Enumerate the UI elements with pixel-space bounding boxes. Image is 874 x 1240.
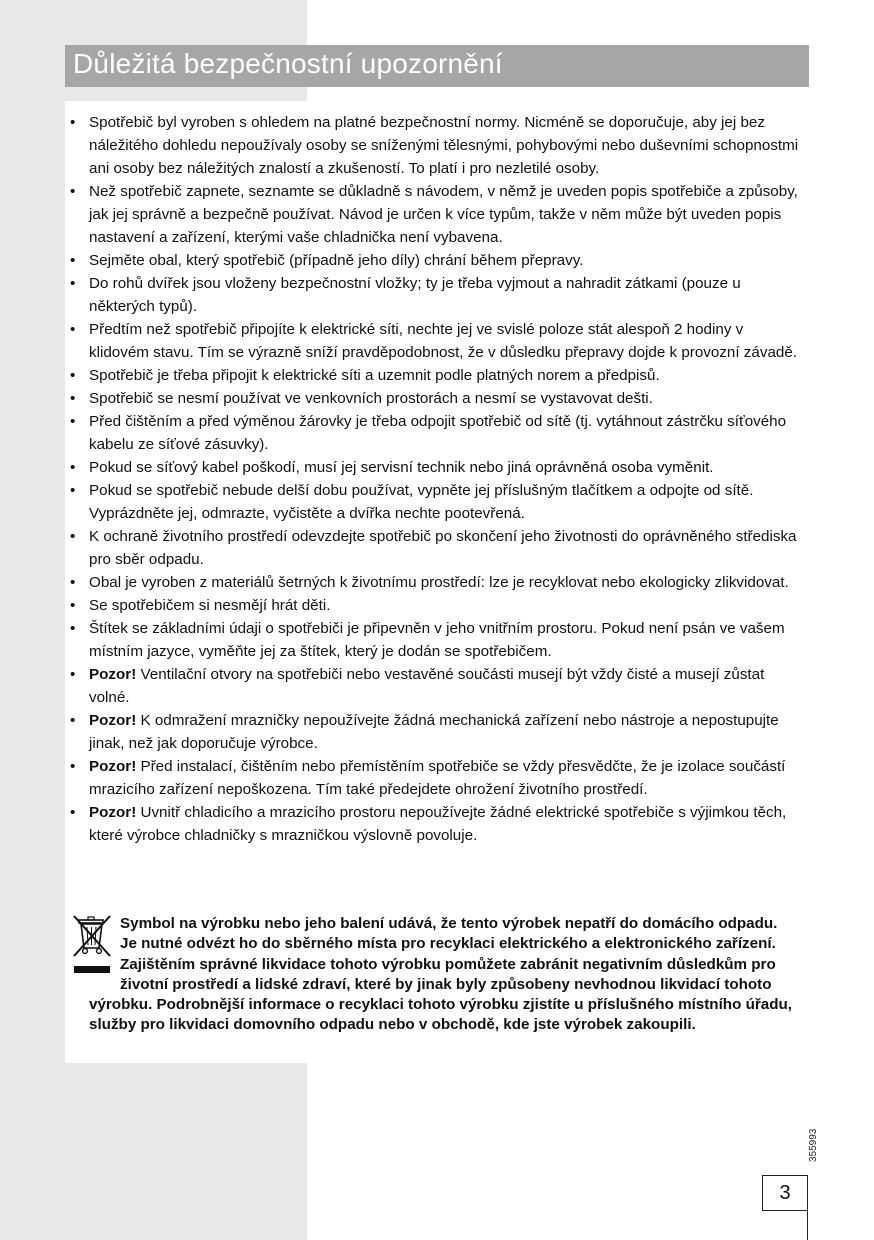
list-item: • Pozor! Před instalací, čištěním nebo přemístěním spotřebiče se vždy přesvědčte, že je izolace součástí mrazicího zařízení nepoškozena. Tím také předejdete ohrožení životního prostředí. — [70, 758, 786, 798]
list-item: • Spotřebič byl vyroben s ohledem na platné bezpečnostní normy. Nicméně se doporučuje, aby jej bez náležitého dohledu nepoužívaly osoby se sníženými tělesnými, pohybovými nebo duševními schopnostmi ani osoby bez náležitých znalostí a zkušeností. To platí i pro nezletilé osoby. — [70, 114, 799, 177]
list-item: • Se spotřebičem si nesmějí hrát děti. — [70, 597, 331, 614]
list-item: • Pozor! Uvnitř chladicího a mrazicího prostoru nepoužívejte žádné elektrické spotřebiče s výjimkou těch, které výrobce chladničky s mrazničkou výslovně povoluje. — [70, 804, 787, 844]
list-item: • Pozor! Ventilační otvory na spotřebiči nebo vestavěné součásti musejí být vždy čisté a musejí zůstat volné. — [70, 666, 765, 706]
list-item: • Obal je vyroben z materiálů šetrných k životnímu prostředí: lze je recyklovat nebo ekologicky zlikvidovat. — [70, 574, 789, 591]
list-item: • Před čištěním a před výměnou žárovky je třeba odpojit spotřebič od sítě (tj. vytáhnout zástrčku síťového kabelu ze síťové zásuvky). — [70, 413, 787, 453]
safety-list — [65, 101, 809, 847]
page-title: Důležitá bezpečnostní upozornění — [73, 48, 503, 79]
list-item: • Do rohů dvířek jsou vloženy bezpečnostní vložky; ty je třeba vyjmout a nahradit zátkami (pouze u některých typů). — [70, 275, 741, 315]
title-bar — [65, 45, 809, 87]
list-item: • Pokud se síťový kabel poškodí, musí jej servisní technik nebo jiná oprávněná osoba vyměnit. — [70, 459, 714, 476]
list-item: • Předtím než spotřebič připojíte k elektrické síti, nechte jej ve svislé poloze stát alespoň 2 hodiny v klidovém stavu. Tím se výrazně sníží pravděpodobnost, že v důsledku přepravy dojde k provozní závadě. — [70, 321, 797, 361]
page-number-rule — [807, 1210, 808, 1240]
page-number: 3 — [762, 1175, 808, 1211]
weee-notice — [65, 914, 809, 1036]
document-code: 355993 — [808, 1128, 819, 1162]
list-item: • K ochraně životního prostředí odevzdejte spotřebič po skončení jeho životnosti do oprávněného střediska pro sběr odpadu. — [70, 528, 797, 568]
list-item: • Pokud se spotřebič nebude delší dobu používat, vypněte jej příslušným tlačítkem a odpojte od sítě. Vyprázdněte jej, odmrazte, vyčistěte a dvířka nechte pootevřená. — [70, 482, 754, 522]
list-item: • Než spotřebič zapnete, seznamte se důkladně s návodem, v němž je uveden popis spotřebiče a způsoby, jak jej správně a bezpečně používat. Návod je určen k více typům, takže v něm může být uveden popis nastavení a zařízení, kterými vaše chladnička není vybavena. — [70, 183, 798, 246]
list-item: • Spotřebič se nesmí používat ve venkovních prostorách a nesmí se vystavovat dešti. — [70, 390, 653, 407]
list-item: • Pozor! K odmražení mrazničky nepoužívejte žádná mechanická zařízení nebo nástroje a nepostupujte jinak, než jak doporučuje výrobce. — [70, 712, 779, 752]
content-panel — [65, 101, 809, 1063]
list-item: • Spotřebič je třeba připojit k elektrické síti a uzemnit podle platných norem a předpisů. — [70, 367, 660, 384]
list-item: • Sejměte obal, který spotřebič (případně jeho díly) chrání během přepravy. — [70, 252, 584, 269]
weee-text: Symbol na výrobku nebo jeho balení udává, že tento výrobek nepatří do domácího odpadu. Je nutné odvézt ho do sběrného místa pro recyklaci elektrického a elektronického zařízení. Zajištěním správné likvidace tohoto výrobku pomůžete zabránit negativním důsledkům pro životní prostředí a lidské zdraví, které by jinak byly způsobeny nevhodnou likvidací tohoto výrobku. Podrobnější informace o recyklaci tohoto výrobku zjistíte u příslušného místního úřadu, služby pro likvidaci domovního odpadu nebo v obchodě, kde jste výrobek zakoupili. — [89, 915, 792, 1034]
crossed-out-wheelie-bin-icon — [70, 914, 114, 980]
list-item: • Štítek se základními údaji o spotřebiči je připevněn v jeho vnitřním prostoru. Pokud není psán ve vašem místním jazyce, vyměňte jej za štítek, který je dodán se spotřebičem. — [70, 620, 785, 660]
